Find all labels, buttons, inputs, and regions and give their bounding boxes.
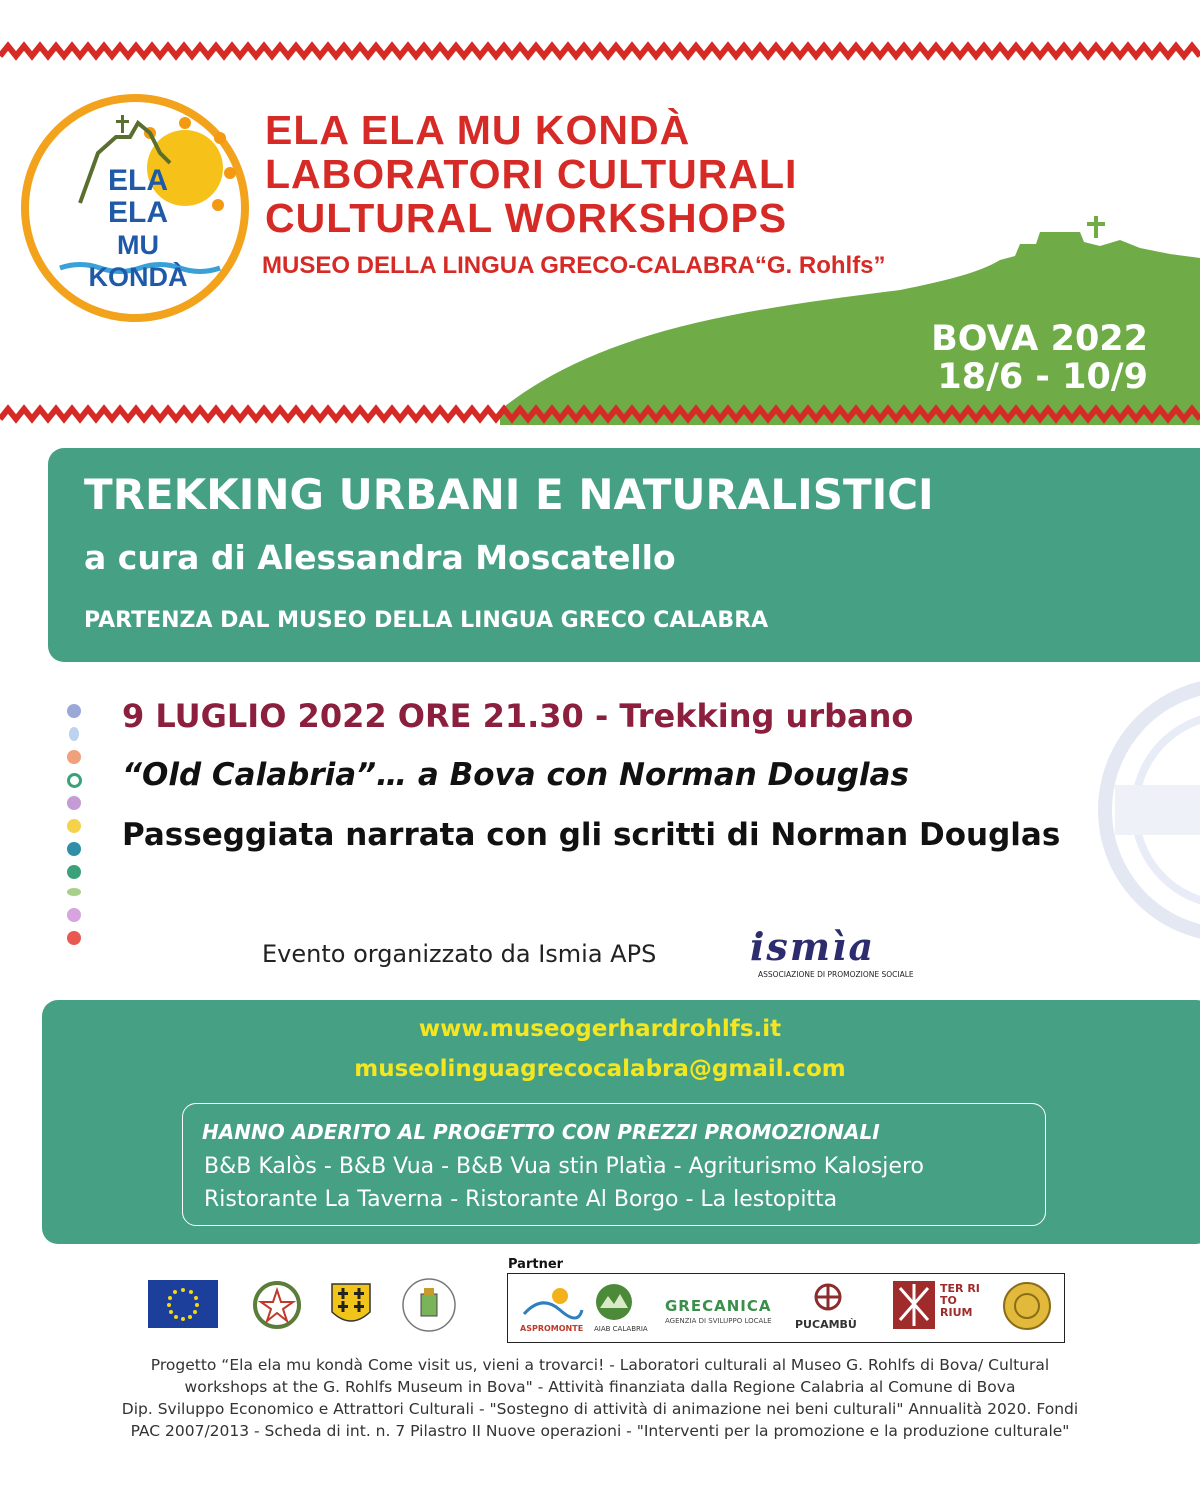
museum-name: MUSEO DELLA LINGUA GRECO-CALABRA“G. Rohlfs”	[262, 252, 886, 279]
date-range: 18/6 - 10/9	[937, 357, 1148, 397]
top-zigzag-border	[0, 40, 1200, 62]
grecanica-logo-text: GRECANICA	[665, 1297, 772, 1315]
email-link[interactable]: museolinguagrecocalabra@gmail.com	[354, 1056, 846, 1082]
ismia-logo-wordmark: ismìa	[750, 924, 876, 969]
event-description: Passeggiata narrata con gli scritti di Norman Douglas	[122, 817, 1061, 853]
territorium-logo-text: TER RI TO RIUM	[940, 1282, 980, 1319]
footer-line-2: workshops at the G. Rohlfs Museum in Bova" - Attività finanziata dalla Regione Calabria al Comune di Bova	[184, 1378, 1016, 1396]
ornament-dot	[67, 704, 81, 718]
footer-line-3: Dip. Sviluppo Economico e Attrattori Culturali - "Sostegno di attività di animazione nei beni culturali" Annualità 2020. Fondi	[121, 1400, 1079, 1418]
section-title: TREKKING URBANI E NATURALISTICI	[84, 470, 934, 519]
pucambu-logo-icon	[810, 1280, 846, 1314]
event-name: “Old Calabria”… a Bova con Norman Douglas	[122, 757, 909, 793]
ornament-dot	[67, 750, 81, 764]
ornament-dot	[67, 796, 81, 810]
italian-republic-emblem-icon	[252, 1278, 302, 1332]
eu-flag-icon	[148, 1280, 218, 1328]
title-line-3: CULTURAL WORKSHOPS	[265, 195, 788, 241]
territorium-logo-icon	[892, 1280, 936, 1330]
ornament-dot	[67, 819, 81, 833]
ornament-dot	[67, 773, 82, 788]
logo-text-line2: ELA	[108, 196, 168, 229]
logo-text-line1: ELA	[108, 164, 168, 197]
ornament-dot	[67, 908, 81, 922]
aspromonte-logo-icon	[520, 1284, 584, 1328]
ornament-dot	[67, 888, 81, 896]
ismia-logo-subtitle: ASSOCIAZIONE DI PROMOZIONE SOCIALE	[758, 970, 914, 979]
ornament-dot	[67, 865, 81, 879]
funding-footer	[20, 1354, 1180, 1442]
logo-text-line3: MU KONDÀ	[88, 230, 188, 292]
pucambu-logo-text: PUCAMBÙ	[795, 1318, 857, 1331]
title-line-2: LABORATORI CULTURALI	[265, 151, 798, 197]
promotions-line-2: Ristorante La Taverna - Ristorante Al Borgo - La lestopitta	[204, 1187, 838, 1212]
event-date: 9 LUGLIO 2022 ORE 21.30 - Trekking urbano	[122, 697, 914, 735]
grecanica-logo-subtitle: AGENZIA DI SVILUPPO LOCALE	[665, 1317, 772, 1325]
ornament-dot	[67, 842, 81, 856]
project-logo	[20, 93, 250, 323]
promotions-line-1: B&B Kalòs - B&B Vua - B&B Vua stin Platìa - Agriturismo Kalosjero	[204, 1154, 924, 1179]
bottom-zigzag-border	[0, 403, 1200, 425]
partner-seal-icon	[1002, 1281, 1052, 1331]
calabria-region-emblem-icon	[326, 1278, 376, 1332]
footer-line-1: Progetto “Ela ela mu kondà Come visit us, vieni a trovarci! - Laboratori culturali al Museo G. Rohlfs di Bova/ Cultural	[150, 1356, 1050, 1374]
promotions-title: HANNO ADERITO AL PROGETTO CON PREZZI PROMOZIONALI	[202, 1120, 880, 1144]
website-link[interactable]: www.museogerhardrohlfs.it	[418, 1016, 782, 1042]
aiab-calabria-logo-text: AIAB CALABRIA	[594, 1325, 648, 1333]
place-year: BOVA 2022	[931, 319, 1148, 359]
ismia-logo	[740, 924, 940, 984]
partner-label: Partner	[508, 1257, 564, 1272]
decorative-medallion	[1095, 675, 1200, 945]
title-line-1: ELA ELA MU KONDÀ	[265, 107, 691, 153]
section-curator: a cura di Alessandra Moscatello	[84, 538, 676, 577]
section-departure: PARTENZA DAL MUSEO DELLA LINGUA GRECO CALABRA	[84, 608, 769, 633]
footer-line-4: PAC 2007/2013 - Scheda di int. n. 7 Pilastro II Nuove operazioni - "Interventi per la promozione e la produzione culturale"	[130, 1422, 1070, 1440]
aspromonte-logo-text: ASPROMONTE	[520, 1324, 584, 1333]
ornament-dot	[67, 931, 81, 945]
bova-municipality-seal-icon	[400, 1276, 458, 1334]
organizer-text: Evento organizzato da Ismia APS	[262, 940, 657, 968]
aiab-calabria-logo-icon	[594, 1282, 634, 1322]
ornament-dot	[69, 727, 79, 741]
